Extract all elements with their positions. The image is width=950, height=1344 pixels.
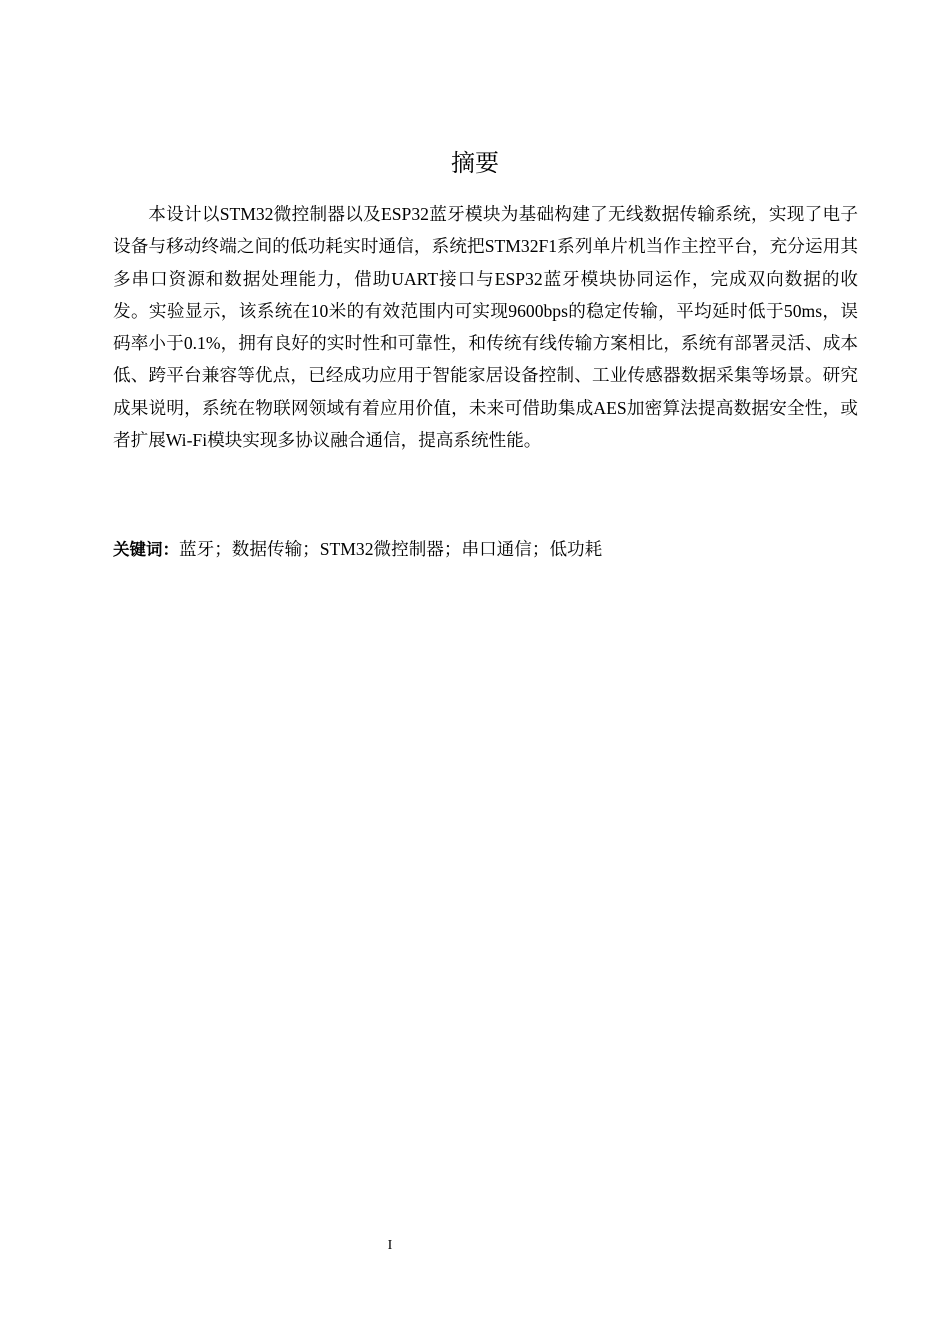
keywords-label: 关键词：	[113, 540, 179, 559]
abstract-body: 本设计以STM32微控制器以及ESP32蓝牙模块为基础构建了无线数据传输系统，实现了电子设备与移动终端之间的低功耗实时通信，系统把STM32F1系列单片机当作主控平台，充分运用其多串口资源和数据处理能力，借助UART接口与ESP32蓝牙模块协同运作，完成双向数据的收发。实验显示，该系统在10米的有效范围内可实现9600bps的稳定传输，平均延时低于50ms，误码率小于0.1%，拥有良好的实时性和可靠性，和传统有线传输方案相比，系统有部署灵活、成本低、跨平台兼容等优点，已经成功应用于智能家居设备控制、工业传感器数据采集等场景。研究成果说明，系统在物联网领域有着应用价值，未来可借助集成AES加密算法提高数据安全性，或者扩展Wi-Fi模块实现多协议融合通信，提高系统性能。	[113, 204, 858, 451]
keywords-line	[113, 533, 858, 566]
abstract-title: 摘要	[451, 149, 499, 177]
page-number: I	[387, 1238, 393, 1253]
keywords-text: 蓝牙；数据传输；STM32微控制器；串口通信；低功耗	[179, 539, 603, 559]
